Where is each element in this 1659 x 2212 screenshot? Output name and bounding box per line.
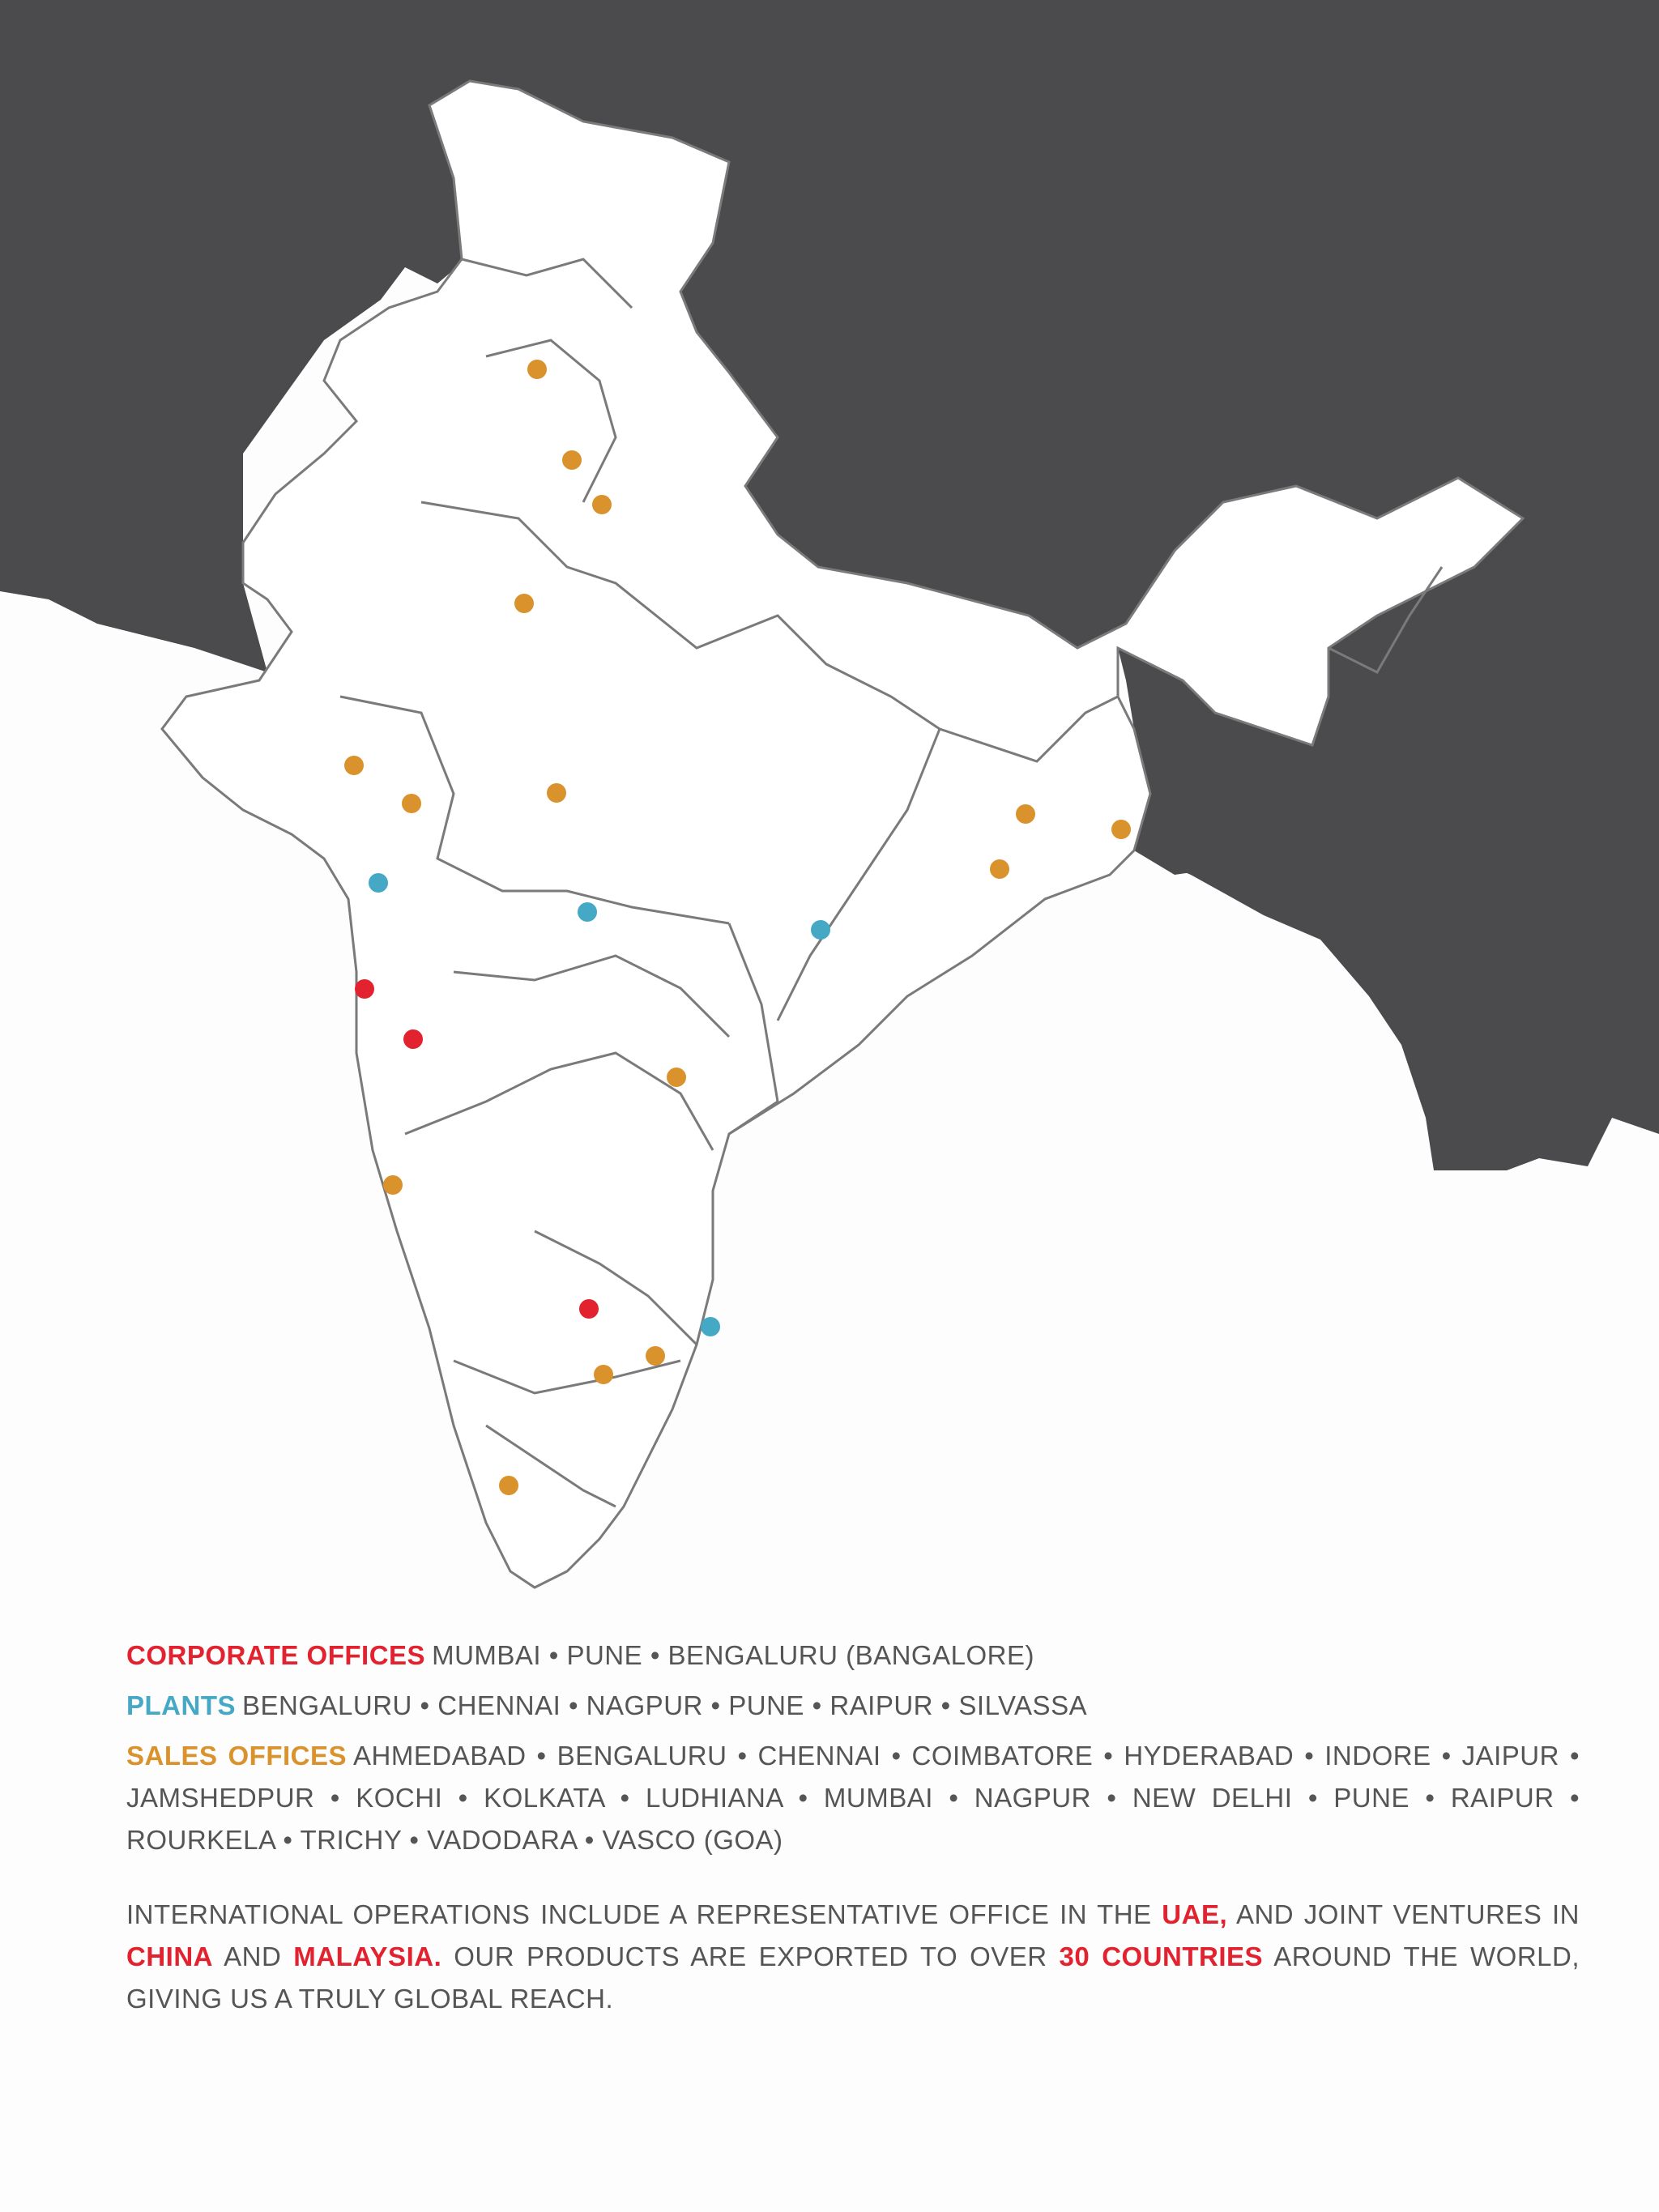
sales-marker-1 (562, 450, 582, 470)
sales-cities: AHMEDABAD • BENGALURU • CHENNAI • COIMBATORE • HYDERABAD • INDORE • JAIPUR • JAMSHEDPUR • KOCHI • KOLKATA • LUDHIANA • MUMBAI • NAGPUR • NEW DELHI • PUNE • RAIPUR • ROURKELA • TRICHY • VADODARA • VASCO (GOA) (126, 1741, 1580, 1855)
international-operations-text (126, 1894, 1580, 2020)
corp-marker-20 (403, 1029, 423, 1049)
corporate-label: CORPORATE OFFICES (126, 1640, 426, 1670)
legend (126, 1634, 1580, 1869)
sales-marker-7 (1016, 804, 1035, 824)
sales-marker-6 (547, 783, 566, 803)
legend-corporate (126, 1634, 1580, 1677)
legend-sales (126, 1735, 1580, 1861)
legend-plants (126, 1685, 1580, 1727)
sales-marker-12 (646, 1346, 665, 1366)
sales-marker-3 (514, 594, 534, 613)
corp-marker-19 (355, 979, 374, 999)
intl-text-1: INTERNATIONAL OPERATIONS INCLUDE A REPRESENTATIVE OFFICE IN THE (126, 1899, 1162, 1929)
sales-marker-9 (990, 859, 1009, 879)
sales-marker-13 (594, 1365, 613, 1384)
plant-marker-15 (369, 873, 388, 893)
plants-label: PLANTS (126, 1690, 236, 1720)
intl-text-3: AND (213, 1941, 294, 1971)
corp-marker-21 (579, 1299, 599, 1319)
sales-label: SALES OFFICES (126, 1741, 348, 1771)
corporate-cities: MUMBAI • PUNE • BENGALURU (BANGALORE) (432, 1640, 1034, 1670)
plants-cities: BENGALURU • CHENNAI • NAGPUR • PUNE • RAIPUR • SILVASSA (242, 1690, 1088, 1720)
intl-text-4: OUR PRODUCTS ARE EXPORTED TO OVER (441, 1941, 1060, 1971)
sales-marker-2 (592, 495, 612, 514)
intl-malaysia: MALAYSIA. (293, 1941, 442, 1971)
intl-countries: 30 COUNTRIES (1059, 1941, 1264, 1971)
sales-marker-11 (383, 1175, 403, 1195)
sales-marker-5 (402, 794, 421, 813)
plant-marker-18 (701, 1317, 720, 1336)
plant-marker-16 (578, 902, 597, 922)
intl-china: CHINA (126, 1941, 213, 1971)
sales-marker-0 (527, 360, 547, 379)
intl-text-2: AND JOINT VENTURES IN (1227, 1899, 1580, 1929)
sales-marker-14 (499, 1476, 518, 1495)
sales-marker-4 (344, 756, 364, 775)
sales-marker-8 (1111, 820, 1131, 839)
plant-marker-17 (811, 920, 830, 940)
intl-text-5: AROUND THE WORLD, GIVING US A TRULY GLOBAL REACH. (126, 1941, 1580, 2014)
intl-uae: UAE, (1162, 1899, 1228, 1929)
sales-marker-10 (667, 1068, 686, 1087)
